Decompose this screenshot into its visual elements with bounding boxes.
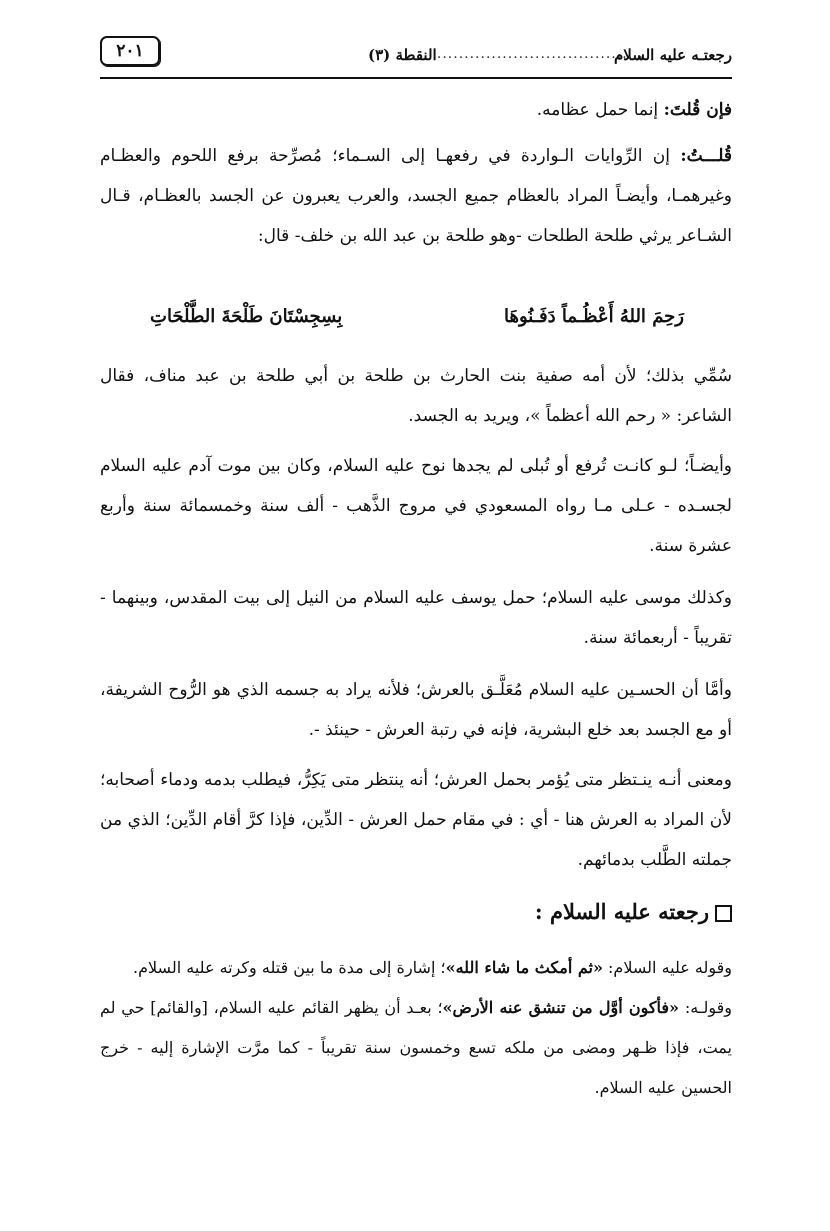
paragraph-body: إنما حمل عظامه. [536,100,664,120]
quote-text: «فأكون أوَّل من تنشق عنه الأرض» [442,998,680,1017]
verse-second-hemistich: بِسِجِسْتَانَ طَلْحَةَ الطَّلْحَاتِ [150,306,343,327]
paragraph-quote-two [100,988,732,1108]
quote-text: «ثم أمكث ما شاء الله» [445,958,603,977]
quote-explanation: ؛ بعـد أن يظهر القائم عليه السلام، [والقائم] حي لم يمت، فإذا ظـهر ومضى من ملكه تسع وخمسون سنة تقريباً - كما مرَّت الإشارة إليه - خرج الحسين عليه السلام. [100,998,732,1097]
header-divider [100,77,732,79]
quote-explanation: ؛ إشارة إلى مدة ما بين قتله وكرته عليه السلام. [133,958,446,977]
section-heading-text: رجعته عليه السلام : [534,899,709,924]
page-header [100,36,732,76]
paragraph-objection [100,90,732,130]
paragraph-lead: قُلـــتُ: [680,146,732,166]
paragraph-meaning: ومعنى أنـه ينـتظر متى يُؤمر بحمل العرش؛ أنه ينتظر متى يَكِرُّ، فيطلب بدمه ودماء أصحابه؛ لأن المراد به العرش هنا - أي : في مقام حمل العرش - الدِّين، فإذا كرَّ أقام الدِّين؛ الذي من جملته الطَّلب بدمائهم. [100,770,732,870]
paragraph-hussein-throne: وأمَّا أن الحسـين عليه السلام مُعَلَّـق بالعرش؛ فلأنه يراد به جسمه الذي هو الرُّوح الشريفة، أو مع الجسد بعد خلع البشرية، فإنه في رتبة العرش - حينئذ -. [100,680,732,740]
square-bullet-icon [715,905,732,922]
header-leader-dots: ...................................... [436,46,644,62]
paragraph-quote-one [100,948,732,988]
verse-first-hemistich: رَحِمَ اللهُ أَعْظُـماً دَفَـنُوهَا [504,306,684,327]
paragraph-body: إن الرِّوايات الـواردة في رفعهـا إلى السـماء؛ مُصرِّحة برفع اللحوم والعظـام وغيرهمـا، وأيضـاً المراد بالعظام جميع الجسد، والعرب يعبرون عن الجسد بالعظـام، قـال الشـاعر يرثي طلحة الطلحات -وهو طلحة بن عبد الله بن خلف- قال: [100,146,732,246]
paragraph-naming: سُمِّي بذلك؛ لأن أمه صفية بنت الحارث بن طلحة بن أبي طلحة بن عبد مناف، فقال الشاعر: « رحم الله أعظماً »، ويريد به الجسد. [100,366,732,426]
quote-intro: وقولـه: [679,998,733,1017]
paragraph-moses: وكذلك موسى عليه السلام؛ حمل يوسف عليه السلام من النيل إلى بيت المقدس، وبينهما - تقريباً - أربعمائة سنة. [100,588,732,648]
paragraph-lead: فإن قُلتَ: [663,100,732,120]
page-number-badge: ٢٠١ [100,36,160,66]
paragraph-reply [100,136,732,256]
section-heading [535,892,732,932]
quote-intro: وقوله عليه السلام: [602,958,732,977]
header-chapter-title: رجعتـه عليه السلام [613,46,732,64]
paragraph-noah: وأيضـاً؛ لـو كانـت تُرفع أو تُبلى لم يجدها نوح عليه السلام، وكان بين موت آدم عليه السلام لجسـده - عـلى مـا رواه المسعودي في مروج الذَّهب - ألف سنة وخمسمائة سنة وأربع عشرة سنة. [100,456,732,556]
header-section-title: النقطة (٣) [368,46,437,64]
poetry-verse [150,306,684,346]
